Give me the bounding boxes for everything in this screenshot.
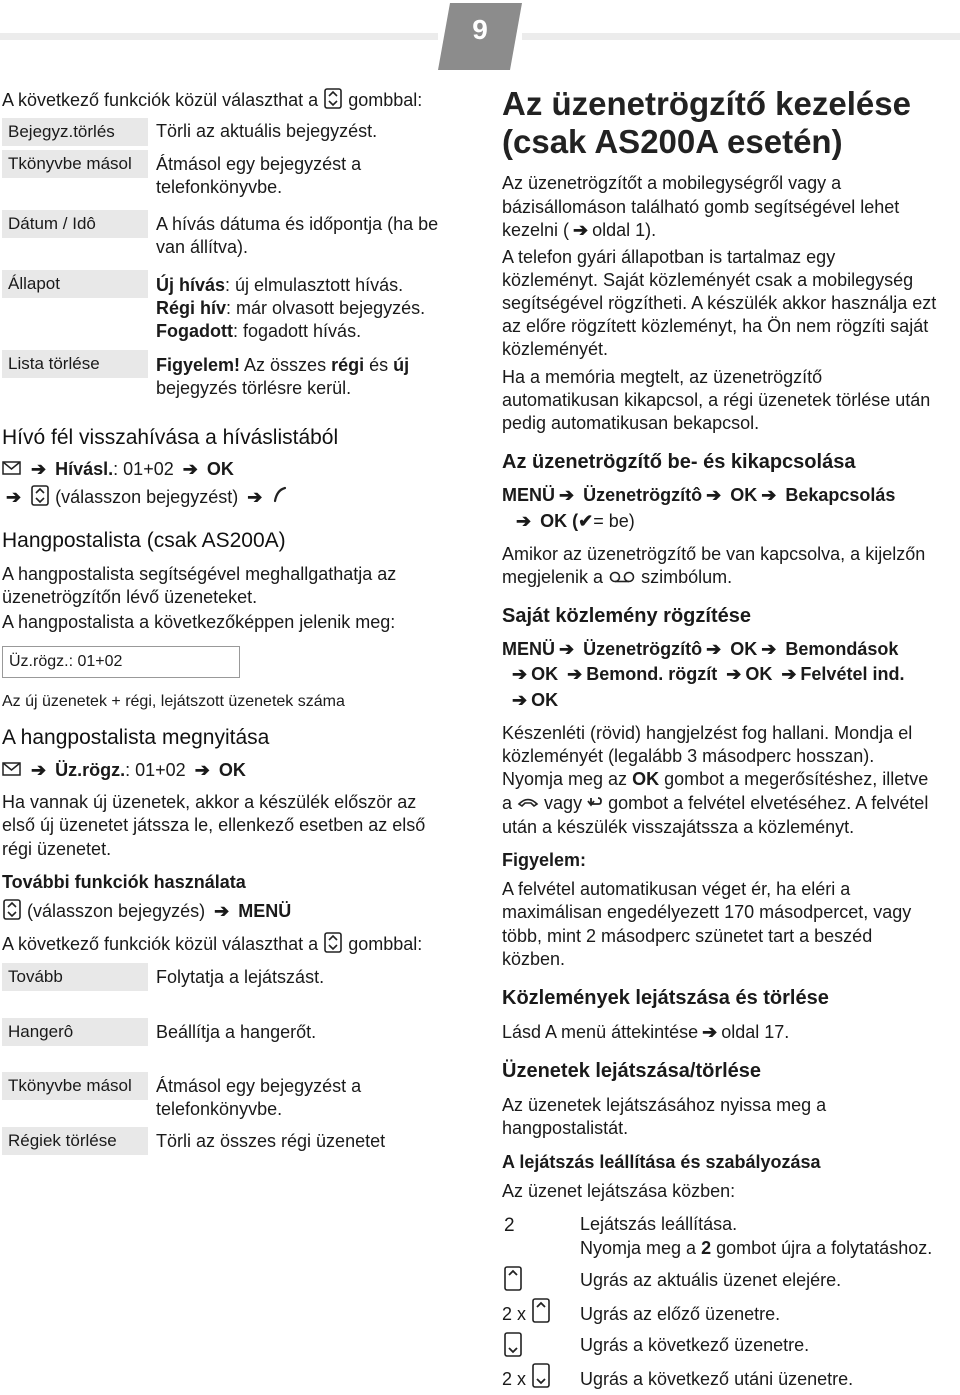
msgs-heading: Üzenetek lejátszása/törlése: [502, 1060, 762, 1082]
envelope-icon: [2, 759, 22, 783]
nav-key-updown-icon: [30, 483, 50, 513]
func-desc-copy-1: Átmásol egy bejegyzést a: [156, 154, 362, 174]
func-label-delete-old: Régiek törlése: [2, 1127, 148, 1155]
checkmark-icon: ✔: [578, 511, 594, 531]
note-text-1: A felvétel automatikusan véget ér, ha eléri a: [502, 879, 851, 899]
arrow-icon: ➔: [512, 690, 528, 710]
func-desc-status-2: Régi hív: már olvasott bejegyzés.: [156, 298, 426, 318]
factory-text-3: segítségével rögzítheti. A készülék akkor használja ezt: [502, 293, 937, 313]
func-desc-status-3: Fogadott: fogadott hívás.: [156, 321, 362, 341]
callback-step-2: ➔ (válasszon bejegyzést) ➔: [2, 483, 289, 513]
note-text-3: több, mint 2 másodperc szünetet tart a beszéd: [502, 926, 873, 946]
func-label-continue: Tovább: [2, 963, 148, 991]
nav-up-key-icon: [532, 1298, 550, 1329]
intro-text-1: Az üzenetrögzítőt a mobilegységről vagy a: [502, 173, 842, 193]
nav-key-updown-icon: [323, 86, 343, 116]
msgs-text-2: hangpostalistát.: [502, 1118, 629, 1138]
nav-up-key-icon: [504, 1266, 522, 1297]
page-title-2: (csak AS200A esetén): [502, 123, 843, 160]
nav-key-updown-icon: [323, 930, 343, 960]
func-label-copy-2: Tkönyvbe másol: [2, 1072, 148, 1100]
func-desc-date-2: van állítva).: [156, 237, 249, 257]
callback-heading: Hívó fél visszahívása a híváslistából: [2, 426, 339, 449]
end-call-icon: [517, 792, 539, 816]
func-desc-continue: Folytatja a lejátszást.: [156, 967, 325, 987]
onoff-text-1: Amikor az üzenetrögzítő be van kapcsolva, a kijelzőn: [502, 544, 926, 564]
nav-key-updown-icon: [2, 897, 22, 927]
arrow-icon: ➔: [214, 900, 230, 921]
record-steps-3: ➔ OK: [512, 690, 559, 710]
factory-text-1: A telefon gyári állapotban is tartalmaz egy: [502, 247, 836, 267]
record-steps-1: MENÜ ➔ Üzenetrögzítô ➔ OK ➔ Bemondások: [502, 639, 899, 659]
back-icon: [587, 792, 603, 816]
more-heading: További funkciók használata: [2, 872, 246, 892]
func-label-copy: Tkönyvbe másol: [2, 150, 148, 178]
arrow-icon: ➔: [6, 486, 22, 507]
onoff-steps-1: MENÜ ➔ Üzenetrögzítô ➔ OK ➔ Bekapcsolás: [502, 485, 896, 505]
open-text-2: első új üzenetet játssza le, ellenkező esetben az első: [2, 815, 426, 835]
page-title-1: Az üzenetrögzítő kezelése: [502, 85, 911, 122]
arrow-icon: ➔: [706, 485, 722, 505]
header-rule-left: [0, 33, 438, 40]
answering-machine-icon: [608, 566, 636, 590]
factory-text-5: közleményét.: [502, 339, 609, 359]
handset-talk-icon: [271, 486, 289, 510]
arrow-icon: ➔: [761, 639, 777, 659]
key-desc-stop-2: Nyomja meg a 2 gombot újra a folytatáshoz.: [580, 1238, 933, 1258]
header-rule-right: [522, 33, 960, 40]
onoff-heading: Az üzenetrögzítő be- és kikapcsolása: [502, 451, 856, 473]
note-text-4: közben.: [502, 949, 566, 969]
record-text-3: Nyomja meg az OK gombot a megerősítéshez, illetve: [502, 769, 929, 789]
arrow-icon: ➔: [512, 664, 528, 684]
record-text-4: a vagy gombot a felvétel elvetéséhez. A felvétel: [502, 791, 928, 816]
key-desc-stop-1: Lejátszás leállítása.: [580, 1214, 738, 1234]
factory-text-4: az előre rögzített közleményt, ha Ön nem rögzíti saját: [502, 316, 929, 336]
func-label-delete: Bejegyz.törlés: [2, 118, 148, 146]
record-text-2: közleményét (legalább 3 másodperc hosszan).: [502, 746, 875, 766]
arrow-icon: ➔: [516, 511, 532, 531]
nav-down-key-icon: [504, 1332, 522, 1363]
arrow-icon: ➔: [182, 459, 198, 479]
play-heading: Közlemények lejátszása és törlése: [502, 987, 829, 1009]
intro-text-3: kezelni ( ➔ oldal 1).: [502, 220, 657, 240]
arrow-icon: ➔: [567, 664, 583, 684]
open-text-3: régi üzenetet.: [2, 839, 112, 859]
arrow-icon: ➔: [559, 485, 575, 505]
mailbox-display: Üz.rögz.: 01+02: [2, 646, 240, 678]
open-heading: A hangpostalista megnyitása: [2, 726, 270, 749]
func-desc-copy2-2: telefonkönyvbe.: [156, 1099, 283, 1119]
stop-intro: Az üzenet lejátszása közben:: [502, 1181, 736, 1201]
func-desc-date-1: A hívás dátuma és időpontja (ha be: [156, 214, 439, 234]
factory-text-2: közleményt. Saját közleményét csak a mobilegység: [502, 270, 914, 290]
page-number: 9: [472, 14, 488, 45]
open-text-1: Ha vannak új üzenetek, akkor a készülék először az: [2, 792, 417, 812]
func-desc-status-1: Új hívás: új elmulasztott hívás.: [156, 275, 404, 295]
arrow-icon: ➔: [761, 485, 777, 505]
onoff-steps-2: ➔ OK (✔= be): [516, 511, 635, 531]
record-text-5: után a készülék visszajátssza a közleményt.: [502, 817, 855, 837]
arrow-icon: ➔: [781, 664, 797, 684]
full-text-3: pedig automatikusan bekapcsol.: [502, 413, 760, 433]
func-desc-delete: Törli az aktuális bejegyzést.: [156, 121, 378, 141]
more-step: (válasszon bejegyzés) ➔ MENÜ: [2, 897, 291, 927]
record-heading: Saját közlemény rögzítése: [502, 605, 751, 627]
play-text: Lásd A menü áttekintése ➔ oldal 17.: [502, 1022, 790, 1042]
key-2: 2: [504, 1215, 515, 1236]
intro-line-1: A következő funkciók közül választhat a gombbal:: [2, 86, 422, 116]
arrow-icon: ➔: [726, 664, 742, 684]
msgs-text-1: Az üzenetek lejátszásához nyissa meg a: [502, 1095, 827, 1115]
func-label-status: Állapot: [2, 270, 148, 298]
mailbox-caption: Az új üzenetek + régi, lejátszott üzenetek száma: [2, 693, 345, 710]
arrow-icon: ➔: [559, 639, 575, 659]
mailbox-heading: Hangpostalista (csak AS200A): [2, 529, 286, 552]
mailbox-text-2: üzenetrögzítőn lévő üzeneteket.: [2, 587, 258, 607]
record-steps-2: ➔ OK ➔ Bemond. rögzít ➔ OK ➔ Felvétel ind.: [512, 664, 905, 684]
onoff-text-2: megjelenik a szimbólum.: [502, 565, 732, 590]
func-label-clear-list: Lista törlése: [2, 350, 148, 378]
full-text-2: automatikusan kikapcsol, a régi üzenetek törlése után: [502, 390, 931, 410]
intro-line-2: A következő funkciók közül választhat a gombbal:: [2, 930, 422, 960]
arrow-icon: ➔: [247, 486, 263, 507]
key-desc-next: Ugrás a következő üzenetre.: [580, 1335, 810, 1355]
func-label-date: Dátum / Idô: [2, 210, 148, 238]
arrow-icon: ➔: [573, 220, 589, 240]
arrow-icon: ➔: [702, 1022, 718, 1042]
arrow-icon: ➔: [31, 459, 47, 479]
func-desc-delete-old: Törli az összes régi üzenetet: [156, 1131, 386, 1151]
record-text-1: Készenléti (rövid) hangjelzést fog hallani. Mondja el: [502, 723, 913, 743]
stop-heading: A lejátszás leállítása és szabályozása: [502, 1152, 821, 1172]
key-desc-prev: Ugrás az előző üzenetre.: [580, 1304, 781, 1324]
key-2x-up: 2 x: [502, 1304, 527, 1324]
key-2x-down: 2 x: [502, 1369, 527, 1389]
mailbox-text-1: A hangpostalista segítségével meghallgathatja az: [2, 564, 397, 584]
callback-step-1: ➔ Hívásl.: 01+02 ➔ OK: [2, 457, 234, 482]
note-heading: Figyelem:: [502, 850, 587, 870]
key-desc-next2: Ugrás a következő utáni üzenetre.: [580, 1369, 854, 1389]
func-desc-volume: Beállítja a hangerőt.: [156, 1022, 317, 1042]
nav-down-key-icon: [532, 1363, 550, 1394]
func-desc-clear-1: Figyelem! Az összes régi és új: [156, 355, 410, 375]
open-step: ➔ Üz.rögz.: 01+02 ➔ OK: [2, 758, 246, 783]
arrow-icon: ➔: [194, 760, 210, 780]
func-desc-clear-2: bejegyzés törlésre kerül.: [156, 378, 352, 398]
intro-text-2: bázisállomáson található gomb segítségével lehet: [502, 197, 900, 217]
func-desc-copy2-1: Átmásol egy bejegyzést a: [156, 1076, 362, 1096]
arrow-icon: ➔: [706, 639, 722, 659]
func-desc-copy-2: telefonkönyvbe.: [156, 177, 283, 197]
note-text-2: maximálisan engedélyezett 170 másodpercet, vagy: [502, 902, 912, 922]
key-desc-restart: Ugrás az aktuális üzenet elejére.: [580, 1270, 842, 1290]
arrow-icon: ➔: [31, 760, 47, 780]
mailbox-appears: A hangpostalista a következőképpen jelenik meg:: [2, 612, 396, 632]
envelope-icon: [2, 458, 22, 482]
func-label-volume: Hangerô: [2, 1018, 148, 1046]
full-text-1: Ha a memória megtelt, az üzenetrögzítő: [502, 367, 823, 387]
